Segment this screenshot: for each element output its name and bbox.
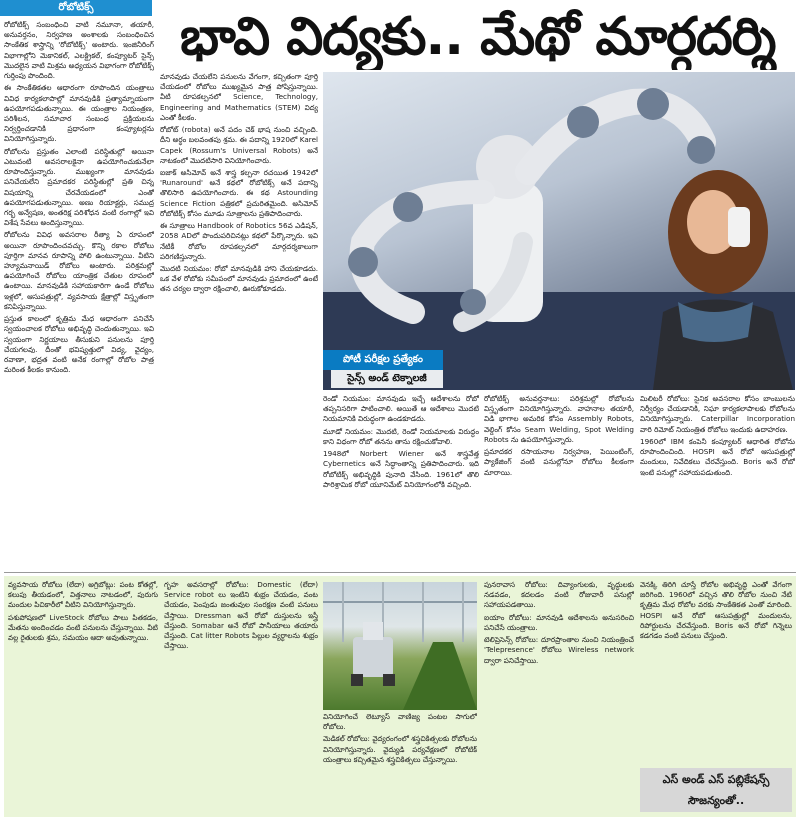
col1-para-4: రోబోలను వివిధ అవసరాల రీత్యా ఏ రూపంలో అయినా రూపొందించవచ్చు. కొన్ని రకాల రోబోలు పూర్తిగా మానవ రూపాన్ని పోలి ఉంటున్నాయి. వీటిని హ్యూమనాయిడ్ రోబోలు అంటారు. పరిశ్రమల్లో ఉపయోగించే రోబోలు యాంత్రిక చేతుల రూపంలో ఉంటాయి. మానవుడికి సహాయకారిగా ఉండే రోబోలు ఇళ్లలో, ఆసుపత్రుల్లో, వ్యవసాయ క్షేత్రాల్లో విస్తృతంగా కనిపిస్తున్నాయి. bbox=[4, 230, 154, 311]
main-photo bbox=[323, 72, 795, 390]
bottom3-para-1: వినియోగించే లెట్యూస్ వాణిజ్య పంటల సాగులో రోబోలు. bbox=[323, 712, 477, 732]
bottom2-para-1: గృహ అవసరాల్లో రోబోలు: Domestic (లేదా) Service robot లు ఇంటిని శుభ్రం చేయడం, వంట చేయడం, పెంపుడు జంతువుల సంరక్షణ వంటి పనులు చేస్తాయి. Dressman అనే రోబో దుస్తులను ఇస్త్రీ చేస్తుంది. Somabar అనే రోబో పానీయాలు తయారు చేస్తుంది. Cat litter Robots పిల్లుల వ్యర్థాలను శుభ్రం చేస్తాయి. bbox=[164, 580, 318, 651]
column-5 bbox=[640, 394, 795, 568]
col2-para-4: ఈ సూత్రాలు Handbook of Robotics 56వ ఎడిషన్, 2058 ADలో పొందుపరిచినట్లు కథలో పేర్కొన్నారు. ఇవి నేటికీ రోబోల రూపకల్పనలో మార్గదర్శకాలుగా పరిగణిస్తున్నారు. bbox=[160, 221, 318, 261]
col5-para-2: 1960లో IBM కంపెనీ కంప్యూటర్ ఆధారిత రోబోను రూపొందించింది. HOSPI అనే రోబో ఆసుపత్రుల్లో మందులు, నివేదికలు చేరవేస్తుంది. Boris అనే రోబో ఇంటి పనుల్లో సహాయపడుతుంది. bbox=[640, 436, 795, 477]
bottom-column-5 bbox=[640, 580, 792, 760]
agri-robot-illustration bbox=[323, 582, 477, 710]
col2-para-2: రోబోట్ (robota) అనే పదం చెక్ భాష నుంచి వచ్చింది. దీని అర్థం బలవంతపు శ్రమ. ఈ పదాన్ని 1920లో Karel Capek (Rossum's Universal Robots) అనే నాటకంలో మొదటిసారి వినియోగించారు. bbox=[160, 125, 318, 165]
bottom4-para-3: టెలిప్రెసెన్స్ రోబోలు: దూరప్రాంతాల నుంచి నియంత్రించే 'Telepresence' రోబోలు Wireless network ద్వారా పనిచేస్తాయి. bbox=[484, 635, 634, 665]
section-divider bbox=[4, 572, 796, 573]
greenhouse-photo bbox=[323, 582, 477, 710]
bottom4-para-1: పునరావాస రోబోలు: దివ్యాంగులకు, వృద్ధులకు నడవడం, కదలడం వంటి రోజువారీ పనుల్లో సహాయపడతాయి. bbox=[484, 580, 634, 610]
col4-para-2: ప్రమాదకర రసాయనాల నిర్వహణ, పెయింటింగ్, ప్యాకేజింగ్ వంటి పనుల్లోనూ రోబోలు కీలకంగా మారాయి. bbox=[484, 447, 634, 477]
robot-illustration bbox=[323, 72, 795, 390]
section-tag: రోబోటిక్స్ bbox=[0, 0, 152, 16]
bottom1-para-2: పశుపోషణలో LiveStock రోబోలు పాలు పితకడం, మేతను అందించడం వంటి పనులను చేస్తున్నాయి. వీటి వల్ల రైతులకు శ్రమ, సమయం ఆదా అవుతున్నాయి. bbox=[8, 612, 158, 643]
photo-badge: పోటీ పరీక్షల ప్రత్యేకం bbox=[323, 350, 443, 370]
column-2 bbox=[160, 72, 318, 568]
col2-para-1: మానవుడు చేయలేని పనులను వేగంగా, కచ్చితంగా పూర్తి చేయడంలో రోబోలు ముఖ్యమైన పాత్ర పోషిస్తున్నాయి. వీటి రూపకల్పనలో Science, Technology, Engineering and Mathematics (STEM) విద్య ఎంతో కీలకం. bbox=[160, 72, 318, 122]
col5-para-1: మిలిటరీ రోబోలు: సైనిక అవసరాల కోసం బాంబులను నిర్వీర్యం చేయడానికి, నిఘా కార్యకలాపాలకు రోబోలను వినియోగిస్తున్నారు. Caterpillar Incorporation వారి రిమోట్ నియంత్రిత రోబోలు ఇందుకు ఉదాహరణ. bbox=[640, 394, 795, 434]
photo-caption: సైన్స్ అండ్ టెక్నాలజీ bbox=[331, 370, 443, 388]
col1-para-1: రోబోటిక్స్ సంబంధించి వాటి నమూనా, తయారీ, అనువర్తనం, నిర్వహణ అంశాలకు సంబంధించిన సాంకేతిక శాస్త్రాన్ని 'రోబోటిక్స్' అంటారు. ఇంజినీరింగ్ విభాగాల్లోని మెకానికల్, ఎలక్ట్రికల్, కంప్యూటర్ సైన్స్ మొదలైన వాటి మిశ్రమ అధ్యయన విభాగంగా రోబోటిక్స్‌ గుర్తింపు పొందింది. bbox=[4, 20, 154, 81]
col2-para-5: మొదటి నియమం: రోబో మానవుడికి హాని చేయకూడదు. ఒక వేళ రోబోకు సమీపంలో మానవుడు ప్రమాదంలో ఉంటే తన చర్యల ద్వారా రక్షించాలి, ఊరుకోకూడదు. bbox=[160, 263, 318, 294]
column-4 bbox=[484, 394, 634, 568]
col3-para-1: రెండో నియమం: మానవుడు ఇచ్చే ఆదేశాలను రోబో తప్పనిసరిగా పాటించాలి. అయితే ఆ ఆదేశాలు మొదటి నియమానికి విరుద్ధంగా ఉండకూడదు. bbox=[323, 394, 479, 424]
col3-para-3: 1948లో Norbert Wiener అనే శాస్త్రవేత్త Cybernetics అనే సిద్ధాంతాన్ని ప్రతిపాదించారు. ఇది రోబోటిక్స్ అభివృద్ధికి పునాది వేసింది. 1961లో తొలి పారిశ్రామిక రోబో యూనిమేట్ వినియోగంలోకి వచ్చింది. bbox=[323, 449, 479, 489]
bottom-column-3 bbox=[323, 712, 477, 814]
col1-para-2: ఈ సాంకేతికతల ఆధారంగా రూపొందిన యంత్రాలు వివిధ కార్యకలాపాల్లో మానవుడికి ప్రత్యామ్నాయంగా ఉపయోగపడుతున్నాయి. ఈ యంత్రాల నియంత్రణ, పరిశీలన, సమాచార సంబంధ ప్రక్రియలను నిర్వర్తించడానికి ప్రధానంగా కంప్యూటర్లను వినియోగిస్తున్నారు. bbox=[4, 83, 154, 144]
bottom3-para-2: మెడికల్ రోబోలు: వైద్యరంగంలో శస్త్రచికిత్సలకు రోబోలను వినియోగిస్తున్నారు. వైద్యుడి పర్యవేక్షణలో రోబోటిక్ యంత్రాలు కచ్చితమైన శస్త్రచికిత్సలు చేస్తున్నాయి. bbox=[323, 734, 477, 764]
bottom-column-4 bbox=[484, 580, 634, 814]
col1-para-3: రోబోలను ప్రస్తుతం ఎలాంటి పరిస్థితుల్లో అయినా ఎటువంటి అవసరాలకైనా ఉపయోగించుకునేలా రూపొందిస్తున్నారు. ముఖ్యంగా మానవుడు పనిచేయలేని ప్రమాదకర పరిస్థితుల్లో ప్రతి చిన్న విషయాన్ని చేరవేయడంలో ఎంతో ఉపయోగపడుతున్నాయి. అణు రియాక్టర్లు, సముద్ర గర్భ అన్వేషణ, అంతరిక్ష పరిశోధన వంటి రంగాల్లో ఇవి విశేష సేవలు అందిస్తున్నాయి. bbox=[4, 146, 154, 228]
column-3 bbox=[323, 394, 479, 568]
column-1 bbox=[4, 20, 154, 568]
bottom-column-2 bbox=[164, 580, 318, 814]
col2-para-3: ఐజాక్ అసిమోవ్ అనే శాస్త్ర కల్పనా రచయిత 1942లో 'Runaround' అనే కథలో రోబోటిక్స్ అనే పదాన్ని తొలిసారి ఉపయోగించారు. ఈ కథ Astounding Science Fiction పత్రికలో ప్రచురితమైంది. అసిమోవ్ రోబోటిక్స్ కోసం మూడు సూత్రాలను ప్రతిపాదించారు. bbox=[160, 167, 318, 218]
bottom5-para-1: వెనక్కి తిరిగి చూస్తే రోబోల అభివృద్ధి ఎంతో వేగంగా జరిగింది. 1960లో వచ్చిన తొలి రోబోల నుంచి నేటి కృత్రిమ మేధ రోబోల వరకు సాంకేతికత ఎంతో మారింది. HOSPI అనే రోబో ఆసుపత్రుల్లో మందులను, రిపోర్టులను చేరవేస్తుంది. Boris అనే రోబో గిన్నెలు కడగడం వంటి పనులు చేస్తుంది. bbox=[640, 580, 792, 641]
bottom-column-1 bbox=[8, 580, 158, 814]
footer-credit: ఎస్ అండ్ ఎస్ పబ్లికేషన్స్ సౌజన్యంతో.. bbox=[640, 768, 792, 812]
col1-para-5: ప్రస్తుత కాలంలో కృత్రిమ మేధ ఆధారంగా పనిచేసే స్వయంచాలక రోబోలు అభివృద్ధి చెందుతున్నాయి. ఇవి స్వయంగా నిర్ణయాలు తీసుకుని పనులను పూర్తి చేయగలవు. దీంతో భవిష్యత్తులో విద్య, వైద్యం, రవాణా, భద్రత వంటి అనేక రంగాల్లో రోబోల పాత్ర మరింత కీలకం కానుంది. bbox=[4, 314, 154, 375]
col4-para-1: రోబోటిక్స్ అనువర్తనాలు: పరిశ్రమల్లో రోబోలను విస్తృతంగా వినియోగిస్తున్నారు. వాహనాల తయారీ, విడి భాగాల అమరిక కోసం Assembly Robots, వెల్డింగ్ కోసం Seam Welding, Spot Welding Robots ను ఉపయోగిస్తున్నారు. bbox=[484, 394, 634, 444]
headline: భావి విద్యకు.. మేథో మార్గదర్శి bbox=[180, 7, 776, 67]
bottom1-para-1: వ్యవసాయ రోబోలు (లేదా) అగ్రిబోట్లు: పంట కోతల్లో, కలుపు తీయడంలో, విత్తనాలు నాటడంలో, పురుగు మందుల పిచికారీలో వీటిని వినియోగిస్తున్నారు. bbox=[8, 580, 158, 610]
bottom4-para-2: ఐయాం రోబోలు: మానవుడి ఆదేశాలను అనుసరించి పనిచేసే యంత్రాలు. bbox=[484, 612, 634, 632]
col3-para-2: మూడో నియమం: మొదటి, రెండో నియమాలకు విరుద్ధం కాని విధంగా రోబో తనను తాను రక్షించుకోవాలి. bbox=[323, 426, 479, 446]
